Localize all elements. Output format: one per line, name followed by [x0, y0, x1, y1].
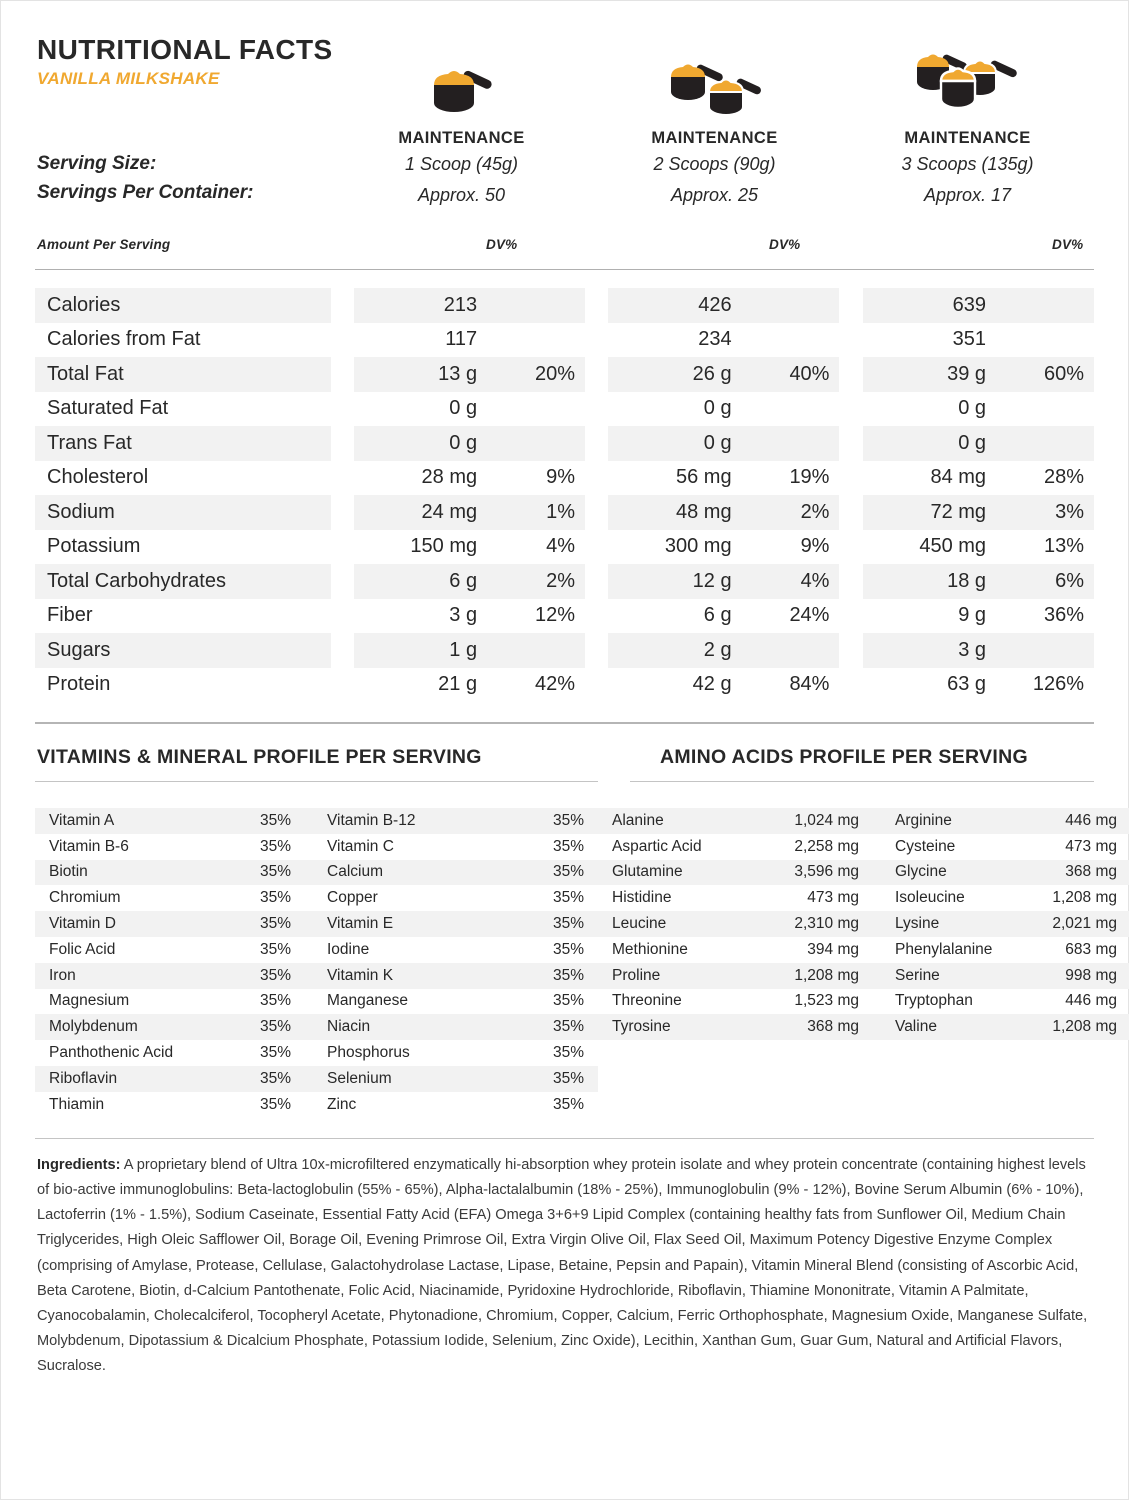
amino-value-a: 473 mg — [807, 889, 859, 907]
table-row — [35, 288, 1094, 323]
list-item — [35, 937, 598, 963]
vitamin-value-a: 35% — [259, 1044, 291, 1062]
row-dv-1: 4% — [546, 535, 575, 558]
vitamin-name-a: Panthothenic Acid — [49, 1044, 174, 1062]
row-dv-3 — [986, 392, 1094, 427]
row-gap — [585, 599, 608, 634]
row-dv-1 — [477, 288, 585, 323]
row-value-2: 234 — [698, 328, 732, 351]
row-value-3: 18 g — [863, 564, 986, 599]
row-dv-3: 36% — [1043, 604, 1084, 627]
servings-count-value-1: Approx. 50 — [417, 184, 506, 205]
row-value-3: 63 g — [947, 673, 987, 696]
row-label: Calories from Fat — [47, 328, 201, 351]
amino-acids-rule — [630, 781, 1094, 782]
amino-value-a: 1,523 mg — [794, 992, 859, 1010]
row-value-3: 639 — [863, 288, 986, 323]
profile-rules — [35, 781, 1094, 782]
vitamin-value-a: 35% — [259, 889, 291, 907]
list-item — [598, 1014, 1129, 1040]
servings-count-value-2: Approx. 25 — [670, 184, 759, 205]
row-gap — [331, 392, 354, 427]
row-value-3: 0 g — [863, 426, 986, 461]
amino-name-a: Aspartic Acid — [612, 837, 702, 855]
list-item — [598, 937, 1129, 963]
scoop-icon — [335, 31, 588, 123]
row-gap — [585, 495, 608, 530]
row-dv-1 — [477, 633, 585, 668]
vitamin-value-a: 35% — [223, 963, 303, 989]
dv-header-1: DV% — [486, 237, 518, 252]
row-gap — [839, 288, 862, 323]
amino-value-b: 446 mg — [1065, 992, 1117, 1010]
row-gap — [839, 357, 862, 392]
row-gap — [331, 426, 354, 461]
table-row — [35, 461, 1094, 496]
row-value-2: 2 g — [608, 633, 731, 668]
row-value-1: 150 mg — [410, 535, 478, 558]
amino-name-a: Proline — [598, 963, 748, 989]
row-value-1: 1 g — [354, 633, 477, 668]
vitamins-table — [35, 808, 598, 1118]
tier-label-3: MAINTENANCE — [904, 129, 1031, 147]
row-gap — [585, 461, 608, 496]
amino-name-b: Tryptophan — [895, 992, 973, 1010]
table-row — [35, 392, 1094, 427]
amino-acids-table — [598, 808, 1129, 1040]
list-item — [35, 911, 598, 937]
row-dv-1: 20% — [477, 357, 585, 392]
list-item — [35, 860, 598, 886]
vitamin-name-b: Iodine — [327, 940, 370, 958]
vitamin-name-a: Biotin — [35, 860, 223, 886]
row-dv-2: 40% — [732, 357, 840, 392]
row-value-3: 3 g — [863, 633, 986, 668]
row-dv-1: 12% — [534, 604, 575, 627]
row-dv-1: 2% — [477, 564, 585, 599]
row-dv-2: 24% — [789, 604, 830, 627]
vitamin-name-a: Magnesium — [49, 992, 130, 1010]
nutrition-table-body — [35, 288, 1094, 702]
section-divider — [35, 722, 1094, 724]
amino-name-b: Serine — [871, 963, 1021, 989]
row-dv-2: 4% — [732, 564, 840, 599]
list-item — [35, 963, 598, 989]
vitamin-value-b: 35% — [552, 837, 584, 855]
vitamin-value-a: 35% — [223, 911, 303, 937]
list-item — [35, 834, 598, 860]
row-value-3: 9 g — [958, 604, 987, 627]
row-value-1: 3 g — [449, 604, 478, 627]
table-row — [35, 564, 1094, 599]
serving-column-1 — [335, 31, 588, 210]
vitamin-value-a: 35% — [223, 1066, 303, 1092]
row-dv-3 — [986, 426, 1094, 461]
dv-header-3: DV% — [1052, 237, 1084, 252]
vitamin-name-b: Copper — [327, 889, 378, 907]
tier-label-2: MAINTENANCE — [651, 129, 778, 147]
amino-name-a: Glutamine — [598, 860, 748, 886]
row-value-3: 0 g — [958, 397, 987, 420]
vitamin-value-a: 35% — [223, 1014, 303, 1040]
vitamin-name-a: Chromium — [49, 889, 121, 907]
row-dv-2: 84% — [789, 673, 830, 696]
amino-name-b: Lysine — [871, 911, 1021, 937]
amino-value-a: 1,208 mg — [748, 963, 871, 989]
row-value-1: 117 — [445, 328, 478, 351]
flavor-subtitle: VANILLA MILKSHAKE — [37, 69, 220, 89]
table-row — [35, 668, 1094, 703]
amino-name-b: Arginine — [871, 808, 1021, 834]
row-dv-3: 60% — [986, 357, 1094, 392]
row-gap — [331, 633, 354, 668]
row-gap — [331, 323, 354, 358]
ingredients-label: Ingredients: — [37, 1156, 121, 1173]
servings-count-value-3: Approx. 17 — [923, 184, 1012, 205]
table-row — [35, 633, 1094, 668]
amino-value-a: 368 mg — [748, 1014, 871, 1040]
row-gap — [331, 461, 354, 496]
amino-name-a: Alanine — [598, 808, 748, 834]
list-item — [598, 808, 1129, 834]
vitamin-name-b: Vitamin K — [303, 963, 493, 989]
row-value-1: 6 g — [354, 564, 477, 599]
ingredients-paragraph — [35, 1153, 1094, 1380]
amount-per-serving-label: Amount Per Serving — [37, 237, 171, 252]
row-gap — [331, 288, 354, 323]
row-label: Protein — [47, 673, 111, 696]
vitamin-name-a: Molybdenum — [35, 1014, 223, 1040]
vitamin-name-b: Vitamin B-12 — [303, 808, 493, 834]
row-value-3: 450 mg — [919, 535, 987, 558]
serving-size-value-1: 1 Scoop (45g) — [404, 154, 519, 174]
header-zone — [35, 31, 1094, 227]
row-dv-2: 19% — [789, 466, 830, 489]
profile-headings — [35, 746, 1094, 769]
vitamin-value-a: 35% — [259, 992, 291, 1010]
amino-value-a: 3,596 mg — [748, 860, 871, 886]
row-value-2: 26 g — [608, 357, 731, 392]
row-value-3: 72 mg — [863, 495, 986, 530]
vitamin-name-b: Calcium — [303, 860, 493, 886]
row-gap — [331, 599, 354, 634]
list-item — [598, 860, 1129, 886]
vitamin-name-b: Vitamin E — [303, 911, 493, 937]
profile-tables — [35, 808, 1117, 1118]
title-block — [37, 35, 333, 89]
row-dv-1: 1% — [477, 495, 585, 530]
table-row — [35, 530, 1094, 565]
vitamin-name-b: Manganese — [327, 992, 409, 1010]
vitamin-value-b: 35% — [552, 889, 584, 907]
row-dv-3: 28% — [1043, 466, 1084, 489]
vitamin-value-b: 35% — [493, 963, 598, 989]
ingredients-text: A proprietary blend of Ultra 10x-microfiltered enzymatically hi-absorption whey protein isolate and whey protein concentrate (containing highest levels of bio-active immunoglobulins: Beta-lactoglobulin (55% - 65%), Alpha-lactalalbumin (18% - 25%), Immunoglobulin (9% - 12%), Bovine Serum Albumin (6% - 10%), Lactoferrin (1% - 1.5%), Sodium Caseinate, Essential Fatty Acid (EFA) Omega 3+6+9 Lipid Complex (containing healthy fats from Sunflower Oil, Medium Chain Triglycerides, High Oleic Safflower Oil, Borage Oil, Evening Primrose Oil, Extra Virgin Olive Oil, Flax Seed Oil, Maximum Potency Digestive Enzyme Complex (comprising of Amylase, Protease, Cellulase, Galactohydrolase Lactase, Lipase, Betaine, Pepsin and Papain), Vitamin Mineral Blend (consisting of Ascorbic Acid, Beta Carotene, Biotin, d-Calcium Pantothenate, Folic Acid, Niacinamide, Pyridoxine Hydrochloride, Riboflavin, Thiamine Mononitrate, Vitamin A Palmitate, Cyanocobalamin, Cholecalciferol, Tocopheryl Acetate, Phytonadione, Chromium, Copper, Calcium, Ferric Orthophosphate, Magnesium Oxide, Manganese Sulfate, Molybdenum, Dipotassium & Dicalcium Phosphate, Potassium Iodide, Selenium, Zinc Oxide), Lecithin, Xanthan Gum, Guar Gum, Natural and Artificial Flavors, Sucralose. — [37, 1156, 1088, 1375]
serving-size-value-3: 3 Scoops (135g) — [901, 154, 1034, 174]
row-dv-1: 9% — [546, 466, 575, 489]
row-label: Cholesterol — [47, 466, 149, 489]
vitamin-value-b: 35% — [552, 940, 584, 958]
vitamin-name-a: Iron — [35, 963, 223, 989]
row-gap — [839, 599, 862, 634]
row-dv-3: 126% — [1032, 673, 1084, 696]
row-value-1: 28 mg — [421, 466, 478, 489]
row-gap — [839, 461, 862, 496]
servings-per-container-label: Servings Per Container: — [37, 182, 254, 204]
vitamin-name-b: Niacin — [303, 1014, 493, 1040]
amino-value-a: 2,258 mg — [794, 837, 859, 855]
row-label: Sodium — [35, 495, 331, 530]
vitamins-block — [35, 808, 598, 1118]
row-gap — [585, 426, 608, 461]
vitamin-value-b: 35% — [493, 1066, 598, 1092]
scoop-icon — [588, 31, 841, 123]
row-dv-3: 13% — [1043, 535, 1084, 558]
vitamin-name-b: Selenium — [303, 1066, 493, 1092]
vitamin-name-a: Vitamin B-6 — [49, 837, 129, 855]
row-dv-1 — [477, 392, 585, 427]
row-dv-3 — [986, 288, 1094, 323]
row-label: Total Fat — [35, 357, 331, 392]
row-dv-2 — [732, 426, 840, 461]
serving-column-2 — [588, 31, 841, 210]
list-item — [35, 1040, 598, 1066]
amino-value-a: 1,024 mg — [748, 808, 871, 834]
list-item — [35, 1092, 598, 1118]
vitamin-value-a: 35% — [259, 837, 291, 855]
row-gap — [331, 564, 354, 599]
table-row — [35, 599, 1094, 634]
vitamin-name-b: Vitamin C — [327, 837, 394, 855]
vitamin-value-b: 35% — [493, 911, 598, 937]
vitamin-value-a: 35% — [259, 1095, 291, 1113]
row-value-2: 300 mg — [664, 535, 732, 558]
amino-name-b: Cysteine — [895, 837, 956, 855]
amino-acids-block — [598, 808, 1129, 1118]
row-gap — [331, 668, 354, 703]
row-gap — [331, 357, 354, 392]
vitamin-name-b: Zinc — [327, 1095, 357, 1113]
row-label: Fiber — [47, 604, 93, 627]
amino-value-b: 2,021 mg — [1021, 911, 1129, 937]
header-divider — [35, 269, 1094, 270]
row-gap — [585, 633, 608, 668]
row-dv-2: 2% — [732, 495, 840, 530]
list-item — [35, 1014, 598, 1040]
page-title: NUTRITIONAL FACTS — [37, 34, 333, 65]
amino-value-a: 2,310 mg — [748, 911, 871, 937]
amino-name-a: Histidine — [612, 889, 672, 907]
vitamins-heading: VITAMINS & MINERAL PROFILE PER SERVING — [37, 746, 482, 768]
row-dv-2: 9% — [800, 535, 830, 558]
amino-value-b: 998 mg — [1021, 963, 1129, 989]
serving-column-3 — [841, 31, 1094, 210]
table-row — [35, 323, 1094, 358]
ingredients-divider — [35, 1138, 1094, 1139]
amino-value-b: 683 mg — [1065, 940, 1117, 958]
vitamin-name-a: Vitamin A — [35, 808, 223, 834]
amino-name-a: Methionine — [612, 940, 688, 958]
vitamin-value-a: 35% — [259, 940, 291, 958]
row-gap — [839, 426, 862, 461]
nutrition-table — [35, 288, 1094, 702]
vitamins-rule — [35, 781, 598, 782]
row-gap — [839, 392, 862, 427]
list-item — [35, 808, 598, 834]
amino-value-b: 1,208 mg — [1052, 889, 1117, 907]
row-gap — [585, 357, 608, 392]
scoop-icon — [841, 31, 1094, 123]
serving-size-value-2: 2 Scoops (90g) — [653, 154, 776, 174]
row-dv-2 — [732, 392, 840, 427]
row-gap — [839, 495, 862, 530]
row-gap — [839, 564, 862, 599]
row-label: Trans Fat — [35, 426, 331, 461]
amino-name-b: Isoleucine — [895, 889, 965, 907]
amino-name-a: Leucine — [598, 911, 748, 937]
vitamin-name-a: Riboflavin — [35, 1066, 223, 1092]
row-dv-3: 3% — [986, 495, 1094, 530]
table-row — [35, 357, 1094, 392]
list-item — [598, 911, 1129, 937]
row-value-2: 12 g — [608, 564, 731, 599]
tier-label-1: MAINTENANCE — [398, 129, 525, 147]
row-gap — [839, 633, 862, 668]
vitamin-value-b: 35% — [552, 1044, 584, 1062]
row-gap — [585, 323, 608, 358]
row-gap — [839, 668, 862, 703]
amino-name-b: Phenylalanine — [895, 940, 993, 958]
row-value-3: 39 g — [863, 357, 986, 392]
amino-value-b: 368 mg — [1021, 860, 1129, 886]
row-dv-2 — [732, 288, 840, 323]
serving-size-label: Serving Size: — [37, 153, 157, 174]
row-value-1: 0 g — [354, 426, 477, 461]
vitamin-value-a: 35% — [223, 860, 303, 886]
row-value-2: 0 g — [703, 397, 732, 420]
vitamin-name-a: Thiamin — [49, 1095, 105, 1113]
list-item — [35, 989, 598, 1015]
row-value-1: 13 g — [354, 357, 477, 392]
row-label: Calories — [35, 288, 331, 323]
dv-header-2: DV% — [769, 237, 801, 252]
row-value-2: 6 g — [703, 604, 732, 627]
amino-name-b: Valine — [871, 1014, 1021, 1040]
vitamin-value-b: 35% — [493, 808, 598, 834]
table-row — [35, 495, 1094, 530]
row-dv-2 — [732, 323, 840, 358]
row-gap — [585, 392, 608, 427]
list-item — [35, 885, 598, 911]
row-label: Potassium — [47, 535, 141, 558]
row-value-1: 24 mg — [354, 495, 477, 530]
vitamin-value-b: 35% — [552, 1095, 584, 1113]
vitamin-name-b: Phosphorus — [327, 1044, 410, 1062]
amino-value-a: 394 mg — [807, 940, 859, 958]
row-gap — [839, 530, 862, 565]
list-item — [598, 963, 1129, 989]
list-item — [598, 834, 1129, 860]
row-value-3: 351 — [952, 328, 987, 351]
row-gap — [331, 495, 354, 530]
list-item — [598, 989, 1129, 1015]
row-label: Saturated Fat — [47, 397, 169, 420]
row-gap — [331, 530, 354, 565]
amino-acids-heading: AMINO ACIDS PROFILE PER SERVING — [660, 746, 1028, 768]
row-value-3: 84 mg — [930, 466, 987, 489]
row-dv-3: 6% — [986, 564, 1094, 599]
amino-name-a: Tyrosine — [598, 1014, 748, 1040]
table-row — [35, 426, 1094, 461]
serving-columns — [335, 31, 1094, 210]
vitamin-value-b: 35% — [493, 860, 598, 886]
row-dv-3 — [986, 323, 1094, 358]
row-gap — [585, 288, 608, 323]
vitamin-value-b: 35% — [493, 1014, 598, 1040]
row-value-1: 213 — [354, 288, 477, 323]
row-value-2: 48 mg — [608, 495, 731, 530]
amino-name-a: Threonine — [612, 992, 682, 1010]
row-value-2: 42 g — [692, 673, 732, 696]
row-gap — [839, 323, 862, 358]
row-gap — [585, 530, 608, 565]
amino-value-b: 473 mg — [1065, 837, 1117, 855]
row-dv-1: 42% — [534, 673, 575, 696]
amino-value-b: 446 mg — [1021, 808, 1129, 834]
vitamin-name-a: Folic Acid — [49, 940, 116, 958]
row-gap — [585, 668, 608, 703]
row-label: Total Carbohydrates — [35, 564, 331, 599]
row-value-2: 56 mg — [675, 466, 732, 489]
row-value-1: 21 g — [438, 673, 478, 696]
amino-value-b: 1,208 mg — [1021, 1014, 1129, 1040]
row-dv-1 — [477, 323, 585, 358]
row-value-2: 426 — [608, 288, 731, 323]
amount-per-serving-header — [35, 229, 1094, 269]
row-value-1: 0 g — [449, 397, 478, 420]
list-item — [598, 885, 1129, 911]
row-value-2: 0 g — [608, 426, 731, 461]
serving-labels — [37, 149, 307, 208]
vitamin-name-a: Vitamin D — [35, 911, 223, 937]
row-gap — [585, 564, 608, 599]
row-dv-3 — [986, 633, 1094, 668]
vitamin-value-b: 35% — [552, 992, 584, 1010]
row-label: Sugars — [35, 633, 331, 668]
vitamin-value-a: 35% — [223, 808, 303, 834]
list-item — [35, 1066, 598, 1092]
amino-name-b: Glycine — [871, 860, 1021, 886]
row-dv-2 — [732, 633, 840, 668]
row-dv-1 — [477, 426, 585, 461]
